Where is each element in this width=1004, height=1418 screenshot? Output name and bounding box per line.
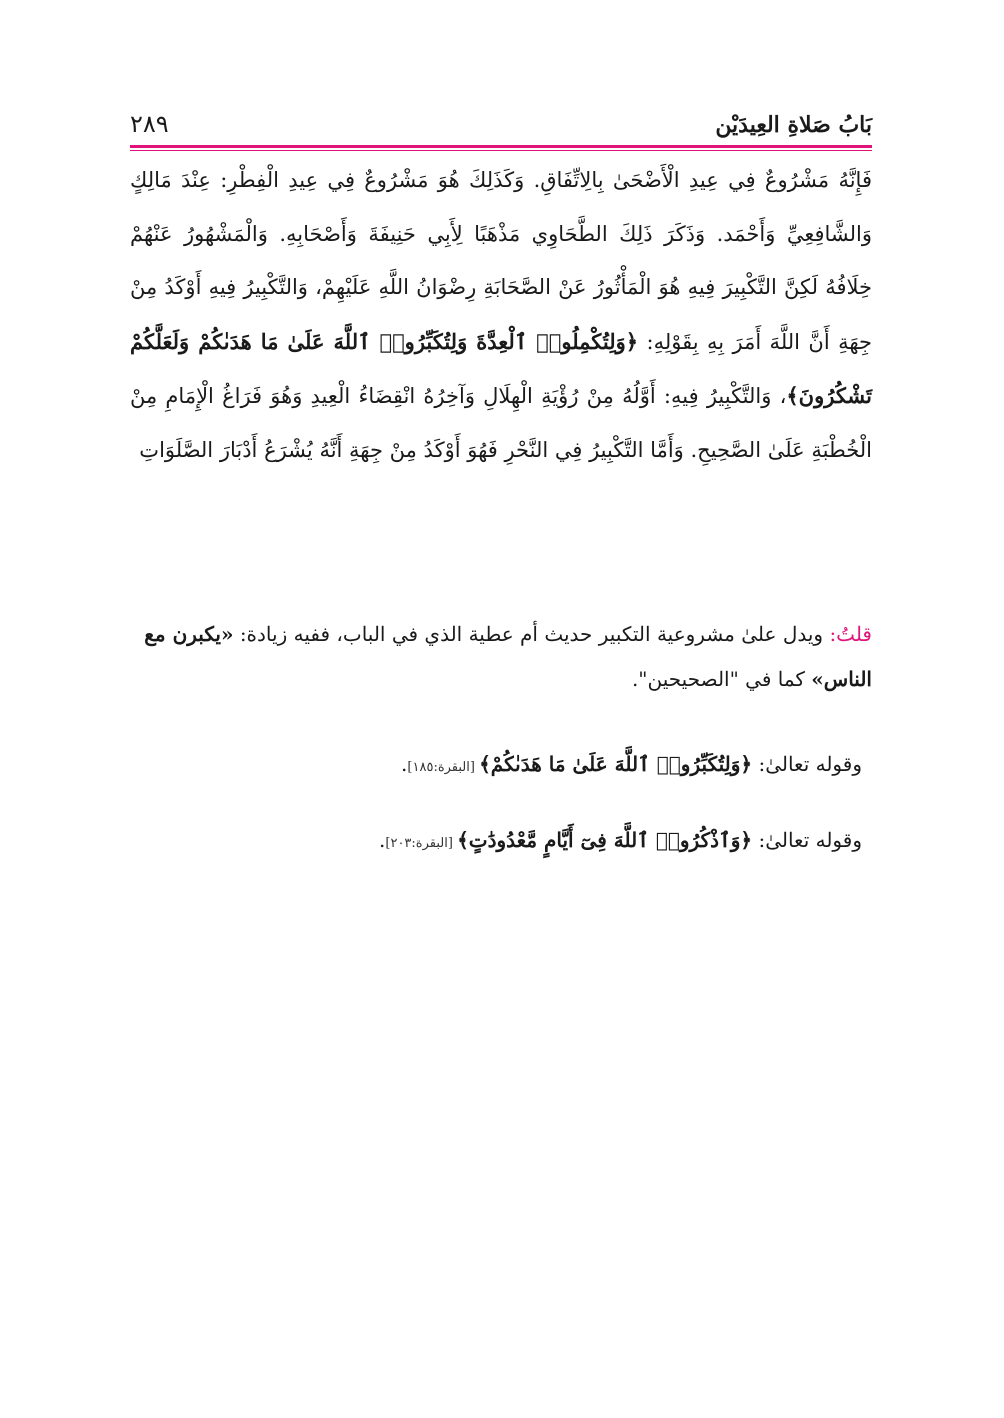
commentary-text [130,154,872,477]
page-header [130,104,872,144]
header-rule-thick [130,145,872,148]
page-number: ٢٨٩ [130,110,169,138]
chapter-title: بَابُ صَلاةِ العِيدَيْن [715,112,872,138]
note-text-2: كما في [738,667,812,691]
note-end: . [631,667,639,691]
commentary-part2: ، وَالتَّكْبِيرُ فِيهِ: أَوَّلُهُ مِنْ رُؤْيَةِ الْهِلَالِ وَآخِرُهُ انْقِضَاءُ الْعِيدِ وَهُوَ فَرَاغُ الْإِمَامِ مِنْ الْخُطْبَةِ عَلَىٰ الصَّحِيحِ. وَأَمَّا التَّكْبِيرُ فِي النَّحْرِ فَهُوَ أَوْكَدُ مِنْ جِهَةِ أَنَّهُ يُشْرَعُ أَدْبَارَ الصَّلَوَاتِ [130,384,872,462]
note-source: "الصحيحين" [638,667,739,691]
verse-intro: وقوله تعالىٰ: [752,828,862,852]
quran-verse: ﴿وَلِتُكْمِلُوا۟ ٱلْعِدَّةَ وَلِتُكَبِّرُوا۟ ٱللَّهَ عَلَىٰ مَا هَدَىٰكُمْ وَلَعَلَّكُمْ تَشْكُرُونَ﴾ [130,328,872,408]
verse-reference: [البقرة:٢٠٣] [385,836,458,851]
verse-end: . [379,828,386,852]
commentary-part1: فَإِنَّهُ مَشْرُوعٌ فِي عِيدِ الْأَضْحَىٰ بِالِاتِّفَاقِ. وَكَذَلِكَ هُوَ مَشْرُوعٌ فِي عِيدِ الْفِطْرِ: عِنْدَ مَالِكٍ وَالشَّافِعِيِّ وَأَحْمَد. وَذَكَرَ ذَلِكَ الطَّحَاوِي مَذْهَبًا لِأَبِي حَنِيفَةَ وَأَصْحَابِهِ. وَالْمَشْهُورُ عَنْهُمْ خِلَافُهُ لَكِنَّ التَّكْبِيرَ فِيهِ هُوَ الْمَأْثُورُ عَنْ الصَّحَابَةِ رِضْوَانُ اللَّهِ عَلَيْهِمْ، وَالتَّكْبِيرُ فِيهِ أَوْكَدُ مِنْ جِهَةِ أَنَّ اللَّهَ أَمَرَ بِهِ بِقَوْلِهِ: [130,168,872,354]
commentary-paragraph [130,154,872,477]
author-note [130,612,872,702]
verse-reference: [البقرة:١٨٥] [407,760,480,775]
note-paragraph [130,612,872,702]
note-label: قلتُ: [829,622,872,646]
verse-end: . [401,752,408,776]
verse-intro: وقوله تعالىٰ: [752,752,862,776]
verse-text: ﴿وَلِتُكَبِّرُوا۟ ٱللَّهَ عَلَىٰ مَا هَدَىٰكُمْ﴾ [479,752,753,776]
verse-text: ﴿وَٱذْكُرُوا۟ ٱللَّهَ فِىٓ أَيَّامٍ مَّعْدُودَٰتٍ﴾ [457,828,753,852]
header-rule-thin [130,150,872,151]
hadith-quote: «يكبرن مع الناس» [144,622,872,691]
verse-citation-1 [142,752,862,776]
verse-citation-2 [142,828,862,852]
note-text-1: ويدل علىٰ مشروعية التكبير حديث أم عطية الذي في الباب، ففيه زيادة: [239,622,830,646]
